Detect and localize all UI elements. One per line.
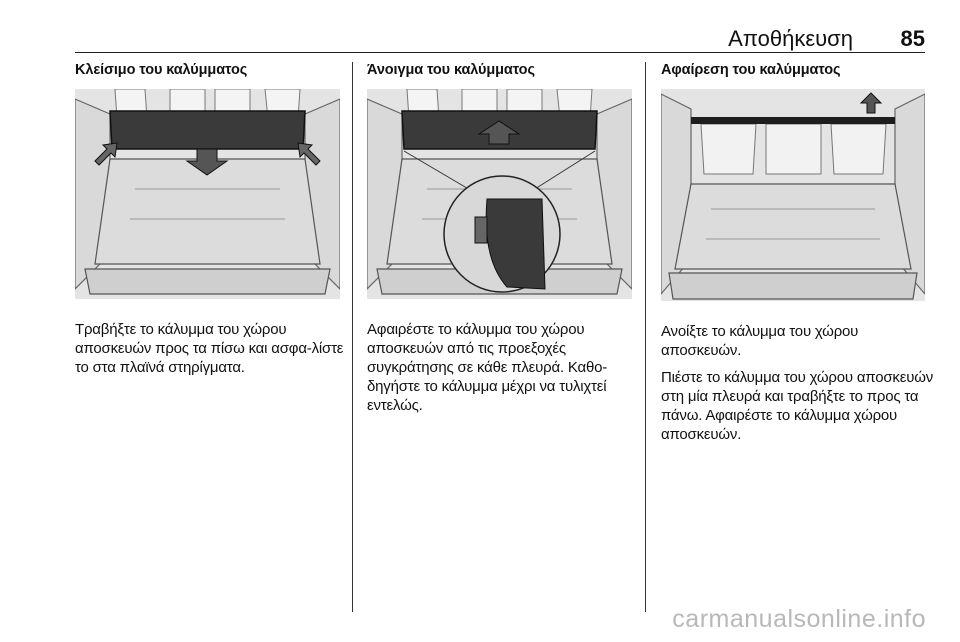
cargo-cover-removal-illustration (661, 89, 925, 301)
page-header (75, 26, 925, 53)
instruction-text: Πιέστε το κάλυμμα του χώρου αποσκευών στη μία πλευρά και τραβήξτε το προς τα πάνω. Αφαιρέστε το κάλυμμα χώρου αποσκευών. (661, 369, 934, 443)
watermark: carmanualsonline.info (672, 605, 926, 633)
cargo-cover-open-illustration (367, 89, 632, 299)
cargo-cover-close-illustration (75, 89, 340, 299)
page-number: 85 (900, 26, 925, 51)
column-removing-cover (661, 62, 937, 444)
column-divider (352, 62, 353, 612)
section-title: Αποθήκευση (728, 26, 853, 51)
column-closing-cover (75, 62, 351, 377)
column-heading: Άνοιγμα του καλύμματος (367, 62, 535, 78)
column-divider (645, 62, 646, 612)
instruction-text: Αφαιρέστε το κάλυμμα του χώρου αποσκευών από τις προεξοχές συγκράτησης σε κάθε πλευρά. Καθο-δηγήστε το κάλυμμα μέχρι να τυλιχτεί εντελώς. (367, 321, 608, 414)
column-heading: Κλείσιμο του καλύμματος (75, 62, 248, 78)
column-opening-cover (367, 62, 643, 415)
column-heading: Αφαίρεση του καλύμματος (661, 62, 841, 78)
instruction-text: Ανοίξτε το κάλυμμα του χώρου αποσκευών. (661, 323, 859, 359)
instruction-text: Τραβήξτε το κάλυμμα του χώρου αποσκευών προς τα πίσω και ασφα-λίστε το στα πλαϊνά στηρίγματα. (75, 321, 344, 376)
